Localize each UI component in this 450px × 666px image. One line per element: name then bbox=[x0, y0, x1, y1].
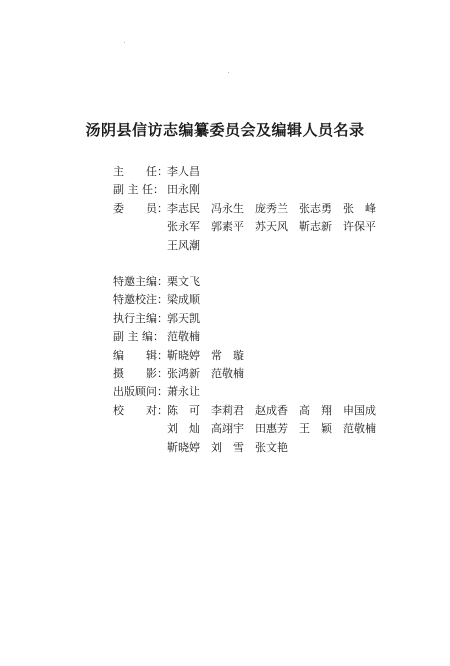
role-label: 副 主 任： bbox=[113, 183, 164, 197]
section-row bbox=[113, 365, 443, 383]
section-row bbox=[113, 402, 443, 457]
name-list bbox=[167, 310, 387, 328]
section-row bbox=[113, 328, 443, 346]
section-row bbox=[113, 163, 443, 181]
role-label: 校 对： bbox=[113, 403, 168, 417]
section-row bbox=[113, 200, 443, 255]
section-row bbox=[113, 310, 443, 328]
person-name: 高 翔 bbox=[299, 403, 332, 417]
person-name: 张永军 bbox=[167, 220, 200, 234]
person-name: 靳志新 bbox=[299, 220, 332, 234]
person-name: 庞秀兰 bbox=[255, 201, 288, 215]
name-list bbox=[167, 273, 387, 291]
role-label: 副 主 编： bbox=[113, 330, 164, 344]
role-label: 编 辑： bbox=[113, 348, 168, 362]
name-list bbox=[167, 383, 387, 401]
role-label: 执行主编： bbox=[113, 311, 168, 325]
name-list bbox=[167, 181, 387, 199]
person-name: 梁成顺 bbox=[167, 293, 200, 307]
staff-list bbox=[113, 163, 443, 457]
person-name: 苏天风 bbox=[255, 220, 288, 234]
section-row bbox=[113, 291, 443, 309]
person-name: 刘 灿 bbox=[167, 422, 200, 436]
person-name: 常 璇 bbox=[211, 348, 244, 362]
person-name: 赵成香 bbox=[255, 403, 288, 417]
page-title: 汤阴县信访志编纂委员会及编辑人员名录 bbox=[85, 121, 365, 139]
name-list bbox=[167, 200, 387, 255]
person-name: 郭天凯 bbox=[167, 311, 200, 325]
person-name: 萧永让 bbox=[167, 385, 200, 399]
scan-speck bbox=[228, 72, 229, 73]
person-name: 许保平 bbox=[343, 220, 376, 234]
name-list bbox=[167, 347, 387, 365]
name-list bbox=[167, 402, 387, 457]
role-label: 主 任： bbox=[113, 165, 168, 178]
person-name: 靳晓婷 bbox=[167, 348, 200, 362]
person-name: 申国成 bbox=[343, 403, 376, 417]
name-list bbox=[167, 163, 387, 181]
role-label: 特邀主编： bbox=[113, 275, 168, 289]
role-label: 摄 影： bbox=[113, 367, 168, 381]
section-row bbox=[113, 347, 443, 365]
person-name: 田永刚 bbox=[167, 183, 200, 197]
section-row bbox=[113, 181, 443, 199]
person-name: 陈 可 bbox=[167, 403, 200, 417]
person-name: 李人昌 bbox=[167, 165, 200, 178]
person-name: 靳晓婷 bbox=[167, 440, 200, 454]
person-name: 李莉君 bbox=[211, 403, 244, 417]
person-name: 郭素平 bbox=[211, 220, 244, 234]
person-name: 张鸿新 bbox=[167, 367, 200, 381]
person-name: 张文艳 bbox=[255, 440, 288, 454]
person-name: 范敬楠 bbox=[167, 330, 200, 344]
person-name: 冯永生 bbox=[211, 201, 244, 215]
role-label: 委 员： bbox=[113, 201, 168, 215]
person-name: 范敬楠 bbox=[211, 367, 244, 381]
section-row bbox=[113, 273, 443, 291]
section-row bbox=[113, 383, 443, 401]
person-name: 栗文飞 bbox=[167, 275, 200, 289]
name-list bbox=[167, 365, 387, 383]
person-name: 范敬楠 bbox=[343, 422, 376, 436]
person-name: 王 颖 bbox=[299, 422, 332, 436]
person-name: 张志勇 bbox=[299, 201, 332, 215]
person-name: 李志民 bbox=[167, 201, 200, 215]
person-name: 王风潮 bbox=[167, 238, 200, 252]
person-name: 刘 雪 bbox=[211, 440, 244, 454]
person-name: 张 峰 bbox=[343, 201, 376, 215]
name-list bbox=[167, 328, 387, 346]
person-name: 田惠芳 bbox=[255, 422, 288, 436]
name-list bbox=[167, 291, 387, 309]
role-label: 出版顾问： bbox=[113, 385, 168, 399]
scan-speck bbox=[124, 42, 125, 43]
role-label: 特邀校注： bbox=[113, 293, 168, 307]
person-name: 高翊宇 bbox=[211, 422, 244, 436]
